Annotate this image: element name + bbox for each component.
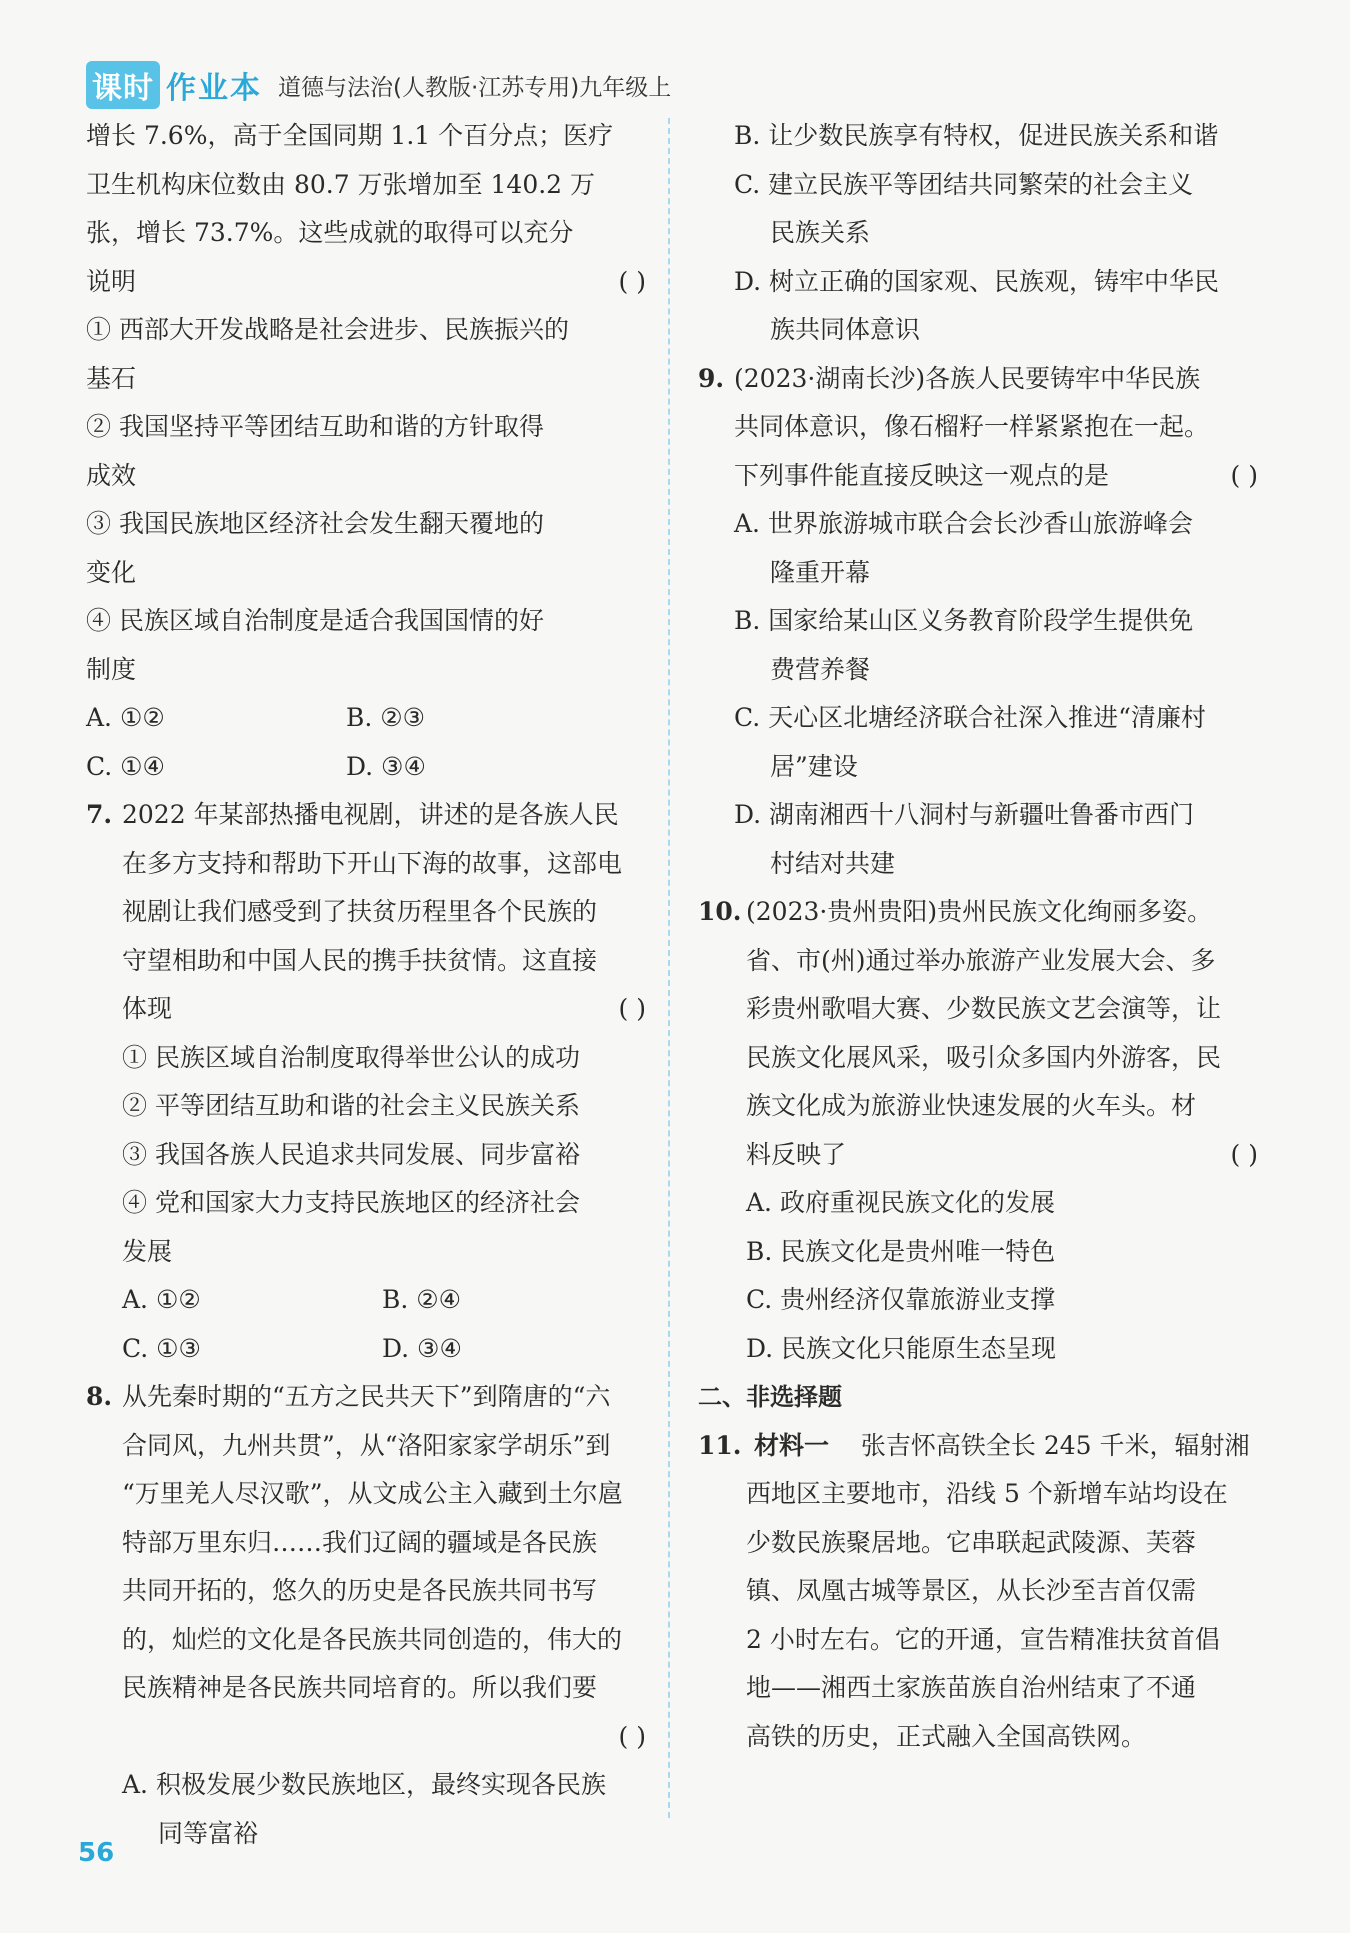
right-column [698, 112, 1258, 1761]
option-c-cont: 居”建设 [770, 751, 858, 781]
option-d[interactable]: D. 树立正确的国家观、民族观，铸牢中华民 [734, 266, 1220, 296]
book-subject: 道德与法治(人教版·江苏专用)九年级上 [278, 74, 672, 101]
option-c[interactable]: C. 贵州经济仅靠旅游业支撑 [746, 1285, 1056, 1314]
option-b-cont: 费营养餐 [770, 654, 871, 684]
text-line: 族文化成为旅游业快速发展的火车头。材 [746, 1091, 1197, 1120]
option-a-cont: 同等富裕 [158, 1818, 259, 1848]
material-label: 材料一 [753, 1430, 829, 1460]
text-line: 彩贵州歌唱大赛、少数民族文艺会演等，让 [746, 994, 1222, 1023]
option-b[interactable]: B. ②④ [382, 1285, 462, 1314]
text-line: 省、市(州)通过举办旅游产业发展大会、多 [746, 945, 1216, 975]
q6-statements [86, 306, 646, 694]
statement-cont: 制度 [86, 654, 137, 684]
option-d-cont: 族共同体意识 [770, 315, 921, 344]
text-line [86, 258, 646, 307]
statement: ② 我国坚持平等团结互助和谐的方针取得 [86, 412, 544, 441]
q7-options [122, 1276, 646, 1325]
text-line: 增长 7.6%，高于全国同期 1.1 个百分点；医疗 [86, 121, 614, 150]
option-b[interactable]: B. 国家给某山区义务教育阶段学生提供免 [734, 606, 1194, 635]
statement: ① 西部大开发战略是社会进步、民族振兴的 [86, 315, 569, 344]
text-line: 卫生机构床位数由 80.7 万张增加至 140.2 万 [86, 169, 596, 199]
option-a[interactable]: A. 政府重视民族文化的发展 [746, 1188, 1055, 1217]
option-d[interactable]: D. 湖南湘西十八洞村与新疆吐鲁番市西门 [734, 800, 1195, 829]
text-line: 民族文化展风采，吸引众多国内外游客，民 [746, 1042, 1222, 1072]
question-7 [86, 791, 646, 1373]
answer-bracket: ( ) [1230, 1139, 1258, 1169]
option-a[interactable]: A. 积极发展少数民族地区，最终实现各民族 [122, 1770, 606, 1799]
text-line: 2 小时左右。它的开通，宣告精准扶贫首倡 [746, 1624, 1220, 1654]
left-column [86, 112, 646, 1858]
statement: ② 平等团结互助和谐的社会主义民族关系 [122, 1091, 580, 1120]
option-b[interactable]: B. 民族文化是贵州唯一特色 [746, 1236, 1056, 1266]
q7-options [122, 1325, 646, 1374]
text-line: “万里羌人尽汉歌”，从文成公主入藏到土尔扈 [122, 1479, 623, 1508]
question-8-cont [698, 112, 1258, 355]
option-d-cont: 村结对共建 [770, 848, 896, 878]
stem-end: 体现 [122, 994, 173, 1023]
text-line: 张，增长 73.7%。这些成就的取得可以充分 [86, 218, 574, 247]
text-line: 共同体意识，像石榴籽一样紧紧抱在一起。 [734, 412, 1210, 441]
text-line: 地——湘西土家族苗族自治州结束了不通 [746, 1673, 1197, 1702]
question-11 [698, 1422, 1258, 1762]
question-number: 9. [698, 363, 725, 393]
text-line: 镇、凤凰古城等景区，从长沙至吉首仅需 [746, 1576, 1197, 1605]
text-line: 张吉怀高铁全长 245 千米，辐射湘 [860, 1430, 1250, 1460]
text-line: 视剧让我们感受到了扶贫历程里各个民族的 [122, 897, 598, 926]
question-number: 7. [86, 800, 113, 829]
statement-cont: 变化 [86, 557, 137, 587]
stem-end: 下列事件能直接反映这一观点的是 [734, 460, 1110, 490]
logo-title: 作业本 [166, 71, 262, 106]
statement-cont: 成效 [86, 460, 137, 490]
logo-badge: 课时 [86, 61, 160, 109]
option-a[interactable]: A. ①② [122, 1285, 201, 1314]
answer-bracket: ( ) [618, 1721, 646, 1751]
answer-bracket: ( ) [1230, 460, 1258, 490]
text-line: 西地区主要地市，沿线 5 个新增车站均设在 [746, 1479, 1228, 1508]
section-heading: 二、非选择题 [698, 1383, 842, 1411]
text-line: 高铁的历史，正式融入全国高铁网。 [746, 1721, 1147, 1751]
statement: ④ 党和国家大力支持民族地区的经济社会 [122, 1188, 580, 1217]
statement: ① 民族区域自治制度取得举世公认的成功 [122, 1042, 580, 1072]
question-number: 8. [86, 1382, 113, 1411]
option-a[interactable]: A. ①② [86, 703, 165, 732]
option-d[interactable]: D. 民族文化只能原生态呈现 [746, 1333, 1057, 1363]
option-c[interactable]: C. 天心区北塘经济联合社深入推进“清廉村 [734, 703, 1206, 732]
question-8 [86, 1373, 646, 1858]
text-line: 守望相助和中国人民的携手扶贫情。这直接 [122, 945, 598, 975]
text-line: 从先秦时期的“五方之民共天下”到隋唐的“六 [122, 1382, 611, 1411]
statement-cont: 基石 [86, 363, 137, 393]
text-line: (2023·湖南长沙)各族人民要铸牢中华民族 [734, 363, 1201, 393]
q6-options [86, 743, 646, 792]
text-line: 共同开拓的，悠久的历史是各民族共同书写 [122, 1576, 598, 1605]
answer-bracket: ( ) [618, 266, 646, 296]
option-d[interactable]: D. ③④ [346, 751, 426, 781]
text-line: 在多方支持和帮助下开山下海的故事，这部电 [122, 848, 623, 878]
option-c[interactable]: C. 建立民族平等团结共同繁荣的社会主义 [734, 169, 1194, 199]
option-d[interactable]: D. ③④ [382, 1333, 462, 1363]
text-line: (2023·贵州贵阳)贵州民族文化绚丽多姿。 [746, 897, 1213, 926]
answer-bracket: ( ) [618, 994, 646, 1023]
option-c[interactable]: C. ①④ [86, 751, 165, 781]
option-b[interactable]: B. ②③ [346, 703, 426, 732]
column-divider [668, 118, 670, 1818]
option-b[interactable]: B. 让少数民族享有特权，促进民族关系和谐 [734, 121, 1219, 150]
page-number: 56 [78, 1838, 115, 1868]
text-line: 民族精神是各民族共同培育的。所以我们要 [122, 1673, 598, 1702]
option-a[interactable]: A. 世界旅游城市联合会长沙香山旅游峰会 [734, 509, 1193, 538]
statement-cont: 发展 [122, 1236, 173, 1266]
stem-end: 说明 [86, 266, 137, 296]
question-number: 11. [698, 1430, 742, 1460]
option-a-cont: 隆重开幕 [770, 557, 871, 587]
option-c-cont: 民族关系 [770, 218, 871, 247]
statement: ③ 我国民族地区经济社会发生翻天覆地的 [86, 509, 544, 538]
question-number: 10. [698, 897, 742, 926]
option-c[interactable]: C. ①③ [122, 1333, 201, 1363]
text-line: 少数民族聚居地。它串联起武陵源、芙蓉 [746, 1527, 1197, 1557]
question-9 [698, 355, 1258, 889]
q6-options [86, 694, 646, 743]
page-header [86, 64, 671, 106]
statement: ③ 我国各族人民追求共同发展、同步富裕 [122, 1139, 580, 1169]
statement: ④ 民族区域自治制度是适合我国国情的好 [86, 606, 544, 635]
text-line: 特部万里东归……我们辽阔的疆域是各民族 [122, 1527, 598, 1557]
text-line: 2022 年某部热播电视剧，讲述的是各族人民 [122, 800, 619, 829]
stem-end: 料反映了 [746, 1139, 847, 1169]
question-10 [698, 888, 1258, 1373]
text-line: 合同风，九州共贯”，从“洛阳家家学胡乐”到 [122, 1430, 611, 1460]
text-line: 的，灿烂的文化是各民族共同创造的，伟大的 [122, 1624, 623, 1654]
